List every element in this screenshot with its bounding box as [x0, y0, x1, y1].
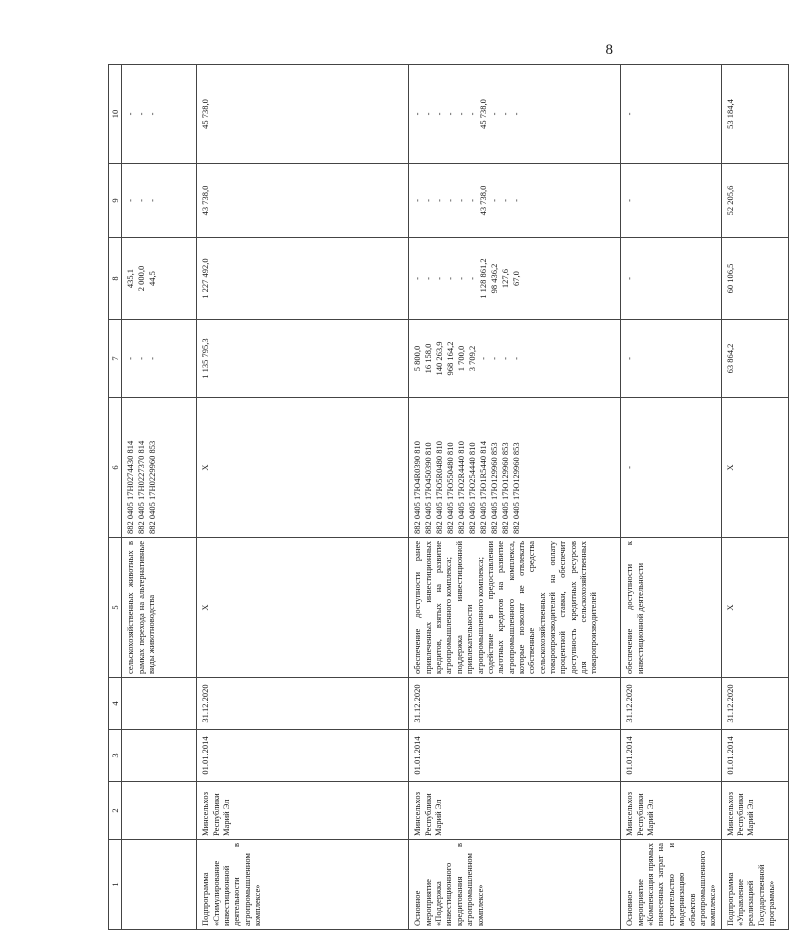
value-col9-cell-line: 43 738,0	[478, 185, 489, 216]
value-col10-cell-line: -	[511, 112, 522, 116]
header-col-3: 3	[109, 730, 122, 782]
value-col9-cell	[621, 164, 721, 238]
value-col8-cell-line: 60 106,5	[724, 263, 735, 294]
value-col7-cell-line: -	[500, 357, 511, 360]
value-col9-cell-line: -	[489, 199, 500, 202]
value-col10-cell-line: 45 738,0	[478, 99, 489, 129]
value-col7-cell-line: 3 709,2	[467, 345, 478, 372]
description-cell-line: обеспечение доступности ранее привлеченных инвестиционных кредитов, взятых на развитие агропромышленного комплекса;	[412, 541, 454, 674]
description-cell	[409, 538, 621, 678]
value-col8-cell-line: -	[467, 277, 478, 280]
header-col-4: 4	[109, 678, 122, 730]
value-col7-cell-line: -	[511, 357, 522, 360]
header-col-7: 7	[109, 320, 122, 398]
value-col7-cell-line: 1 135 795,3	[200, 338, 211, 379]
value-col8-cell-line: -	[412, 277, 423, 280]
value-col9-cell-line: -	[423, 199, 434, 202]
budget-code-cell-line: 882 0405 17Ю450390 810	[423, 442, 434, 534]
header-col-9: 9	[109, 164, 122, 238]
value-col10-cell	[721, 65, 788, 164]
budget-code-cell	[197, 398, 409, 538]
header-col-8: 8	[109, 238, 122, 320]
value-col10-cell-line: -	[445, 112, 456, 116]
value-col9-cell-line: -	[624, 199, 635, 202]
value-col10-cell-line: -	[500, 112, 511, 116]
description-cell-line: X	[200, 604, 211, 611]
value-col9-cell-line: 52 205,6	[724, 185, 735, 216]
value-col8-cell-line: -	[423, 277, 434, 280]
value-col7-cell-line: -	[125, 357, 136, 360]
value-col9-cell-line: -	[136, 199, 147, 202]
value-col7-cell-line: -	[478, 357, 489, 360]
program-name-cell	[122, 840, 197, 930]
value-col10-cell-line: -	[125, 112, 136, 116]
end-date-cell	[122, 678, 197, 730]
value-col9-cell-line: -	[511, 199, 522, 202]
description-cell	[621, 538, 721, 678]
value-col9-cell-line: -	[125, 199, 136, 202]
value-col8-cell-line: -	[456, 277, 467, 280]
header-col-10: 10	[109, 65, 122, 164]
value-col9-cell-line: -	[147, 199, 158, 202]
value-col10-cell	[197, 65, 409, 164]
value-col10-cell-line: -	[147, 112, 158, 116]
value-col7-cell-line: -	[624, 357, 635, 360]
executor-cell: Минсельхоз Республики Марий Эл	[409, 782, 621, 840]
description-cell-line: обеспечение доступности к инвестиционной деятельности	[624, 541, 645, 674]
value-col9-cell-line: -	[445, 199, 456, 202]
value-col7-cell-line: 140 263,9	[434, 341, 445, 376]
table-row	[122, 65, 197, 930]
value-col7-cell	[721, 320, 788, 398]
value-col8-cell	[621, 238, 721, 320]
value-col10-cell-line: -	[434, 112, 445, 116]
table-row	[721, 65, 788, 930]
value-col10-cell-line: 45 738,0	[200, 99, 211, 129]
program-name-cell: Основное мероприятие «Поддержка инвестиционного кредитования в агропромышленном комплексе»	[409, 840, 621, 930]
value-col7-cell-line: 16 158,0	[423, 343, 434, 374]
budget-code-cell	[621, 398, 721, 538]
value-col9-cell-line: -	[434, 199, 445, 202]
value-col10-cell-line: -	[467, 112, 478, 116]
end-date-cell: 31.12.2020	[621, 678, 721, 730]
budget-code-cell-line: 882 0405 17Н0274430 814	[125, 440, 136, 534]
value-col8-cell	[409, 238, 621, 320]
description-cell-line: содействие в предоставлении льготных кредитов на развитие агропромышленного комплекса, которые позволят не отвлекать собственные средства сельскохозяйственных товаропроизводителей на оплату процентной ставки, обеспечит доступность кредитных ресурсов для сельскохозяйственных товаропроизводителей	[484, 541, 599, 674]
value-col8-cell-line: -	[624, 277, 635, 280]
value-col7-cell	[197, 320, 409, 398]
budget-code-cell	[721, 398, 788, 538]
budget-code-cell-line: 882 0405 17Ю550480 810	[445, 442, 456, 534]
budget-code-cell-line: 882 0405 17Н0227370 814	[136, 440, 147, 534]
header-col-1: 1	[109, 840, 122, 930]
start-date-cell: 01.01.2014	[721, 730, 788, 782]
executor-cell: Минсельхоз Республики Марий Эл	[197, 782, 409, 840]
description-cell	[721, 538, 788, 678]
end-date-cell: 31.12.2020	[197, 678, 409, 730]
budget-code-cell-line: 882 0405 17Ю1R5440 814	[478, 440, 489, 534]
description-cell-line: X	[724, 604, 735, 611]
header-col-2: 2	[109, 782, 122, 840]
value-col7-cell-line: -	[147, 357, 158, 360]
program-name-cell: Основное мероприятие «Компенсация прямых понесенных затрат на строительство и модернизацию объектов агропромышленного комплекса»	[621, 840, 721, 930]
value-col10-cell-line: -	[624, 112, 635, 116]
value-col10-cell	[122, 65, 197, 164]
value-col10-cell-line: -	[489, 112, 500, 116]
value-col9-cell-line: 43 738,0	[200, 185, 211, 216]
budget-code-cell-line: X	[200, 464, 211, 471]
value-col9-cell-line: -	[500, 199, 511, 202]
value-col9-cell-line: -	[467, 199, 478, 202]
description-cell	[197, 538, 409, 678]
header-col-5: 5	[109, 538, 122, 678]
value-col9-cell	[721, 164, 788, 238]
start-date-cell: 01.01.2014	[621, 730, 721, 782]
value-col10-cell-line: 53 184,4	[724, 99, 735, 129]
table-body	[122, 65, 788, 930]
value-col7-cell	[122, 320, 197, 398]
budget-code-cell-line: 882 0405 17Ю2R4440 810	[456, 440, 467, 534]
page-number: 8	[605, 42, 613, 58]
end-date-cell: 31.12.2020	[409, 678, 621, 730]
start-date-cell: 01.01.2014	[409, 730, 621, 782]
budget-code-cell-line: 882 0405 17Ю254440 810	[467, 442, 478, 534]
program-name-cell: Подпрограмма «Управление реализацией Государственной программы»	[721, 840, 788, 930]
value-col8-cell-line: -	[445, 277, 456, 280]
value-col7-cell-line: 5 800,0	[412, 345, 423, 372]
value-col9-cell	[197, 164, 409, 238]
table-row	[197, 65, 409, 930]
header-col-6: 6	[109, 398, 122, 538]
value-col10-cell-line: -	[456, 112, 467, 116]
value-col7-cell-line: 968 164,2	[445, 341, 456, 376]
value-col10-cell	[621, 65, 721, 164]
start-date-cell: 01.01.2014	[197, 730, 409, 782]
value-col8-cell-line: -	[434, 277, 445, 280]
budget-code-cell-line: -	[624, 466, 635, 469]
budget-code-cell-line: 882 0405 17Ю129960 853	[511, 442, 522, 534]
value-col7-cell-line: 1 700,0	[456, 345, 467, 372]
program-table-rotated	[108, 65, 777, 930]
value-col8-cell	[122, 238, 197, 320]
budget-code-cell-line: 882 0405 17Ю129960 853	[500, 442, 511, 534]
table-row	[409, 65, 621, 930]
value-col8-cell-line: 2 000,0	[136, 265, 147, 292]
value-col8-cell-line: 127,6	[500, 268, 511, 289]
description-cell-line: сельскохозяйственных животных в рамках перехода на альтернативные виды животноводства	[125, 541, 157, 674]
start-date-cell	[122, 730, 197, 782]
executor-cell: Минсельхоз Республики Марий Эл	[721, 782, 788, 840]
value-col9-cell	[122, 164, 197, 238]
program-name-cell: Подпрограмма «Стимулирование инвестиционной деятельности в агропромышленном комплексе»	[197, 840, 409, 930]
value-col10-cell-line: -	[412, 112, 423, 116]
budget-code-cell-line: 882 0405 17Ю4R0390 810	[412, 440, 423, 534]
program-table	[108, 64, 789, 930]
budget-code-cell-line: 882 0405 17Ю5R0480 810	[434, 440, 445, 534]
table-row	[621, 65, 721, 930]
value-col8-cell-line: 67,0	[511, 271, 522, 286]
value-col7-cell-line: -	[136, 357, 147, 360]
value-col10-cell-line: -	[136, 112, 147, 116]
value-col8-cell	[197, 238, 409, 320]
executor-cell: Минсельхоз Республики Марий Эл	[621, 782, 721, 840]
value-col8-cell-line: 44,5	[147, 271, 158, 286]
value-col8-cell	[721, 238, 788, 320]
description-cell	[122, 538, 197, 678]
end-date-cell: 31.12.2020	[721, 678, 788, 730]
value-col7-cell	[409, 320, 621, 398]
value-col7-cell-line: -	[489, 357, 500, 360]
executor-cell	[122, 782, 197, 840]
value-col8-cell-line: 1 227 492,0	[200, 258, 211, 299]
value-col8-cell-line: 435,1	[125, 268, 136, 289]
budget-code-cell	[409, 398, 621, 538]
value-col8-cell-line: 98 436,2	[489, 263, 500, 294]
value-col8-cell-line: 1 128 861,2	[478, 258, 489, 299]
budget-code-cell-line: 882 0405 17Н0229960 853	[147, 440, 158, 534]
value-col7-cell-line: 63 864,2	[724, 343, 735, 374]
value-col10-cell	[409, 65, 621, 164]
value-col7-cell	[621, 320, 721, 398]
value-col10-cell-line: -	[423, 112, 434, 116]
value-col9-cell-line: -	[456, 199, 467, 202]
budget-code-cell-line: 882 0405 17Ю129960 853	[489, 442, 500, 534]
value-col9-cell	[409, 164, 621, 238]
budget-code-cell	[122, 398, 197, 538]
budget-code-cell-line: X	[724, 464, 735, 471]
value-col9-cell-line: -	[412, 199, 423, 202]
description-cell-line: поддержка инвестиционной привлекательности агропромышленного комплекса;	[453, 541, 485, 674]
header-row	[109, 65, 122, 930]
